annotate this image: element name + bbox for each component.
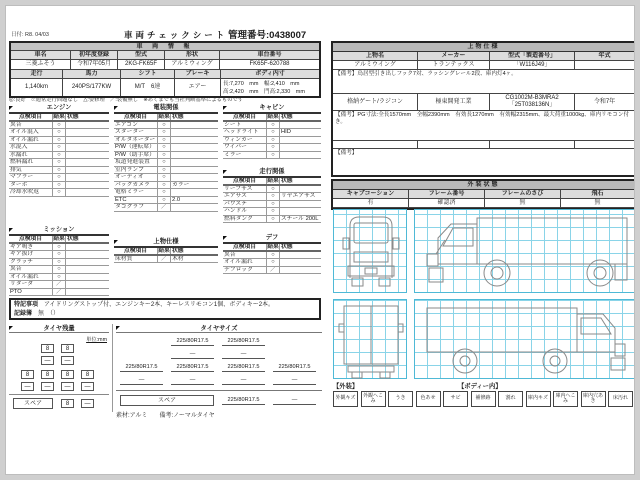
- section-flag-icon: [9, 326, 13, 330]
- body-model: 「W116J49」: [490, 61, 575, 69]
- inspection-row: シート ○: [223, 122, 321, 130]
- tire-depth-rear: 8: [81, 370, 94, 379]
- wheel-material: 素材:アルミ: [116, 413, 148, 419]
- special-notes-box: [9, 298, 321, 320]
- inspection-row: 室内ランプ ○: [114, 167, 218, 175]
- damage-legend-item: 床汚れ: [608, 391, 633, 407]
- body-shape: アルミウィング: [165, 60, 220, 69]
- section-title: 走行関係: [259, 168, 285, 175]
- inspection-row: ウィンカー ○: [223, 137, 321, 145]
- tire-size-value: [120, 337, 163, 346]
- inspection-row: ワイパー ○: [223, 144, 321, 152]
- tire-size-front-row: [116, 337, 322, 346]
- section-flag-icon: [223, 106, 227, 110]
- first-registration: 令和7年05月: [71, 60, 118, 69]
- model-code: 2KG-FK65F: [118, 60, 165, 69]
- vehicle-header-row-1: [11, 51, 319, 60]
- tire-size-pane: [116, 324, 322, 419]
- damage-legend-item: 補修跡: [471, 391, 496, 407]
- diff-section: [223, 234, 321, 274]
- frame-rust: 無: [485, 199, 561, 207]
- tire-size-value: [273, 337, 316, 346]
- inspection-row: 電格ミラー ○: [114, 189, 218, 197]
- tire-size-value: 225/80R17.5: [222, 337, 265, 346]
- section-title: デフ: [265, 234, 279, 241]
- damage-legend-item: 外観へこみ: [361, 391, 386, 407]
- driving-table: [223, 176, 321, 223]
- inspection-row: 水漏れ ○: [9, 152, 109, 160]
- inspection-row: バックカメラ ○ カラー: [114, 182, 218, 190]
- col-header: 年式: [598, 53, 611, 59]
- body-spec-row-2: [333, 94, 634, 111]
- vehicle-name: 三菱ふそう: [11, 60, 71, 69]
- inspection-row: 水混入 ○: [9, 144, 109, 152]
- body-spec-band: 上物仕様: [333, 43, 634, 52]
- section-title: 電装関係: [153, 104, 179, 111]
- vehicle-value-row-1: [11, 60, 319, 70]
- mission-table: [9, 234, 109, 296]
- body-interior-diagram-label: 【ボディー内】: [458, 383, 502, 390]
- inspection-row: ミラー ○: [223, 152, 321, 160]
- truck-rear-view-panel: [333, 299, 407, 379]
- section-title: エンジン: [46, 104, 72, 111]
- grade-legend: ◎:良好 ○:通常走行問題なし △:要修理 ／:装備無し ※あくまでも当社判断基準によるものです: [9, 97, 244, 103]
- inspection-row: 冷却水吹返 ○: [9, 189, 109, 197]
- inspection-row: タコグラフ ／: [114, 204, 218, 212]
- inspection-row: リーフサス ○: [223, 186, 321, 194]
- truck-rear-view-drawing: [334, 300, 408, 380]
- col-header: ブレーキ: [175, 70, 221, 78]
- tire-size-rear-row: [116, 363, 322, 372]
- body-spec-header-row: [333, 52, 634, 61]
- inspection-row: 異音 ○: [9, 122, 109, 130]
- exterior-header-row: [333, 190, 634, 199]
- spare-size-label: スペア: [120, 395, 214, 406]
- body-inner-dimensions: 長:7,270 mm 幅:2,410 mm 高:2,420 mm 門高:2,330 mm: [221, 79, 319, 96]
- col-header: 馬力: [63, 70, 121, 78]
- diff-table: [223, 242, 321, 274]
- col-header: 上物名: [333, 52, 418, 60]
- tire-size-title: タイヤサイズ: [200, 325, 238, 332]
- inspection-row: オイル混入 ○: [9, 129, 109, 137]
- chassis-number: FK65F-620788: [220, 60, 319, 69]
- damage-legend-item: 割れ: [498, 391, 523, 407]
- tire-depth-front-right: 8: [61, 344, 74, 353]
- section-flag-icon: [116, 326, 120, 330]
- cabin-table: [223, 112, 321, 159]
- tire-depth-dash: —: [21, 382, 34, 391]
- electrical-table: [114, 112, 218, 212]
- inspection-row: ETC ○ 2.0: [114, 197, 218, 205]
- spare-tire-dash: —: [81, 399, 94, 408]
- vehicle-header-row-2: [11, 70, 319, 79]
- inspection-row: オイル漏れ ○: [223, 259, 321, 267]
- damage-legend-item: 庫内キズ: [526, 391, 551, 407]
- tire-size-value: 225/80R17.5: [171, 363, 214, 372]
- inspection-row: オイル漏れ ○: [9, 274, 109, 282]
- vehicle-value-row-2: [11, 79, 319, 96]
- divider: [116, 390, 322, 391]
- tire-size-value: 225/80R17.5: [171, 337, 214, 346]
- inspection-row: ハンドル ○: [223, 208, 321, 216]
- inspection-row: リターダ ／: [9, 281, 109, 289]
- truck-right-side-panel: [414, 299, 635, 379]
- inspection-row: デフロック ／: [223, 267, 321, 275]
- record-book-label: 記録簿: [14, 311, 33, 317]
- inspection-row: オイル漏れ ○: [9, 137, 109, 145]
- body-name: アルミウイング: [333, 61, 418, 69]
- inspection-row: スターター ○: [114, 129, 218, 137]
- tire-size-value: —: [222, 350, 265, 359]
- damage-legend-item: サビ: [443, 391, 468, 407]
- engine-table: [9, 112, 109, 197]
- section-title: 上物仕様: [153, 238, 179, 245]
- col-header: 型式「製造番号」: [490, 52, 575, 60]
- col-header: 型式: [118, 51, 165, 59]
- damage-legend-item: 外観キズ: [333, 391, 358, 407]
- tire-size-value: 225/80R17.5: [273, 363, 316, 372]
- exterior-status-band: 外装状態: [333, 181, 634, 190]
- brake: エアー: [175, 79, 221, 96]
- damage-legend-item: うき: [388, 391, 413, 407]
- control-number: 管理番号:0438007: [228, 30, 307, 41]
- inspection-row: PTO ／: [9, 289, 109, 297]
- body-spec-table: [331, 41, 635, 177]
- engine-section: [9, 104, 109, 197]
- table-header: 点検項目 結果 状態: [9, 236, 109, 244]
- tire-size-value: —: [171, 350, 214, 359]
- tire-material-line: [116, 410, 322, 419]
- horsepower: 240PS/177KW: [63, 79, 121, 96]
- col-header: 車台番号: [257, 52, 282, 58]
- body-spec-row-1: [333, 61, 634, 70]
- section-flag-icon: [114, 106, 118, 110]
- vehicle-info-band: 車 両 情 報: [11, 43, 319, 51]
- inspection-row: オーディオ ○: [114, 174, 218, 182]
- unit-label: 単位:mm: [86, 337, 107, 343]
- section-title: ミッション: [43, 226, 75, 233]
- spare-tire-depth: 8: [61, 399, 74, 408]
- inspection-row: パワステ ○: [223, 201, 321, 209]
- inspection-row: 排気 ○: [9, 167, 109, 175]
- tire-size-value: —: [222, 376, 265, 385]
- divider: [112, 324, 113, 412]
- inspection-row: 燃料タンク ○ スチール 200L: [223, 216, 321, 224]
- damage-legend-item: 庫内へこみ: [553, 391, 578, 407]
- tire-depth-dash: —: [41, 356, 54, 365]
- gate-year: 令和7年: [593, 99, 616, 105]
- truck-front-view-panel: [333, 209, 407, 293]
- notes-label: 特記事項: [14, 302, 39, 308]
- tire-size-value: —: [171, 376, 214, 385]
- body-maker: トランテックス: [418, 61, 490, 69]
- damage-legend-item: 色あせ: [416, 391, 441, 407]
- tire-depth-rear: 8: [21, 370, 34, 379]
- tire-size-value: —: [120, 376, 163, 385]
- body-spec-remark-3: 【備考】: [335, 150, 358, 156]
- section-title: キャビン: [259, 104, 285, 111]
- tire-depth-dash: —: [81, 382, 94, 391]
- inspection-row: 異音 ○: [223, 252, 321, 260]
- body-spec-remark-2: 【備考】PG寸法:全長1570mm 全幅2390mm 有効長1270mm 有効幅2315mm、最大荷重1000kg、庫内リモコン付き。: [333, 111, 634, 141]
- tire-note: 備考:ノーマルタイヤ: [159, 413, 215, 419]
- tire-size-value: 225/80R17.5: [222, 363, 265, 372]
- mileage: 1,140km: [11, 79, 63, 96]
- divider: [9, 394, 109, 395]
- truck-left-side-drawing: [415, 210, 635, 294]
- tire-size-spare-row: [116, 395, 322, 406]
- table-header: 点検項目 結果 状態: [114, 248, 218, 256]
- exterior-diagram-label: 【外装】: [333, 383, 359, 390]
- col-header: 飛石: [591, 191, 604, 197]
- check-sheet-page: [5, 5, 635, 475]
- body-spec-mid-section: [114, 238, 218, 263]
- gate-model: CG1002M-B3MRA2 「25T038136N」: [490, 94, 575, 110]
- truck-front-view-drawing: [334, 210, 408, 294]
- table-header: 点検項目 結果 状態: [114, 114, 218, 122]
- electrical-section: [114, 104, 218, 212]
- inspection-row: 燃料漏れ ○: [9, 159, 109, 167]
- truck-left-side-panel: [414, 209, 635, 293]
- tire-depth-dash: —: [41, 382, 54, 391]
- col-header: シフト: [121, 70, 175, 78]
- col-header: ボディ内寸: [255, 71, 285, 77]
- body-spec-row-3: [333, 141, 634, 149]
- truck-right-side-drawing: [415, 300, 635, 380]
- section-flag-icon: [223, 236, 227, 240]
- cab-caution: 有: [333, 199, 409, 207]
- stone-chips: 無: [594, 200, 601, 206]
- damage-legend-item: 庫内穴あき: [581, 391, 606, 407]
- mission-section: [9, 226, 109, 296]
- page-title: 車両チェックシート: [124, 30, 228, 40]
- tire-remaining-pane: [9, 324, 109, 412]
- col-header: メーカー: [418, 52, 490, 60]
- inspection-row: マフラー ○: [9, 174, 109, 182]
- shift: M/T 6速: [121, 79, 175, 96]
- inspection-row: ギア抜け ○: [9, 251, 109, 259]
- cabin-section: [223, 104, 321, 159]
- table-header: 点検項目 結果 状態: [223, 178, 321, 186]
- tire-size-value: [273, 350, 316, 359]
- inspection-row: エアコン ○: [114, 122, 218, 130]
- inspection-row: ヘッドライト ○ HID: [223, 129, 321, 137]
- inspection-row: エアサス ○ リヤエアサス: [223, 193, 321, 201]
- sheet-date: 日付: R8. 04/03: [11, 32, 49, 38]
- tire-depth-dash: —: [61, 356, 74, 365]
- inspection-row: 異音 ○: [9, 266, 109, 274]
- spare-tire-size-dash: —: [273, 396, 316, 405]
- section-flag-icon: [114, 240, 118, 244]
- tire-size-value: 225/80R17.5: [120, 363, 163, 372]
- tire-depth-rear: 8: [41, 370, 54, 379]
- col-header: フレームのさび: [485, 190, 561, 198]
- inspection-row: P/W（助手席） ○: [114, 152, 218, 160]
- table-header: 点検項目 結果 状態: [223, 244, 321, 252]
- inspection-row: ターボ ○: [9, 182, 109, 190]
- inspection-row: 坂道発進装置 ○: [114, 159, 218, 167]
- col-header: 初年度登録: [71, 51, 118, 59]
- tire-remaining-title: タイヤ残量: [43, 325, 75, 332]
- notes-text: アイドリングストップ付、エンジンキー2本、キーレスリモコン1個、ボディキー2本。: [44, 302, 275, 308]
- spare-tire-label: スペア: [13, 398, 53, 409]
- body-spec-remark-1: 【備考】鳥居型引き出しフック7対、ラッシングレール2段、庫内灯4ヶ。: [333, 70, 634, 94]
- tire-size-front-dash-row: [116, 350, 322, 359]
- col-header: フレーム番号: [409, 190, 485, 198]
- section-flag-icon: [9, 228, 13, 232]
- inspection-row: ギア鳴き ○: [9, 244, 109, 252]
- gate-maker: 極東開発工業: [418, 94, 490, 110]
- table-header: 点検項目 結果 状態: [9, 114, 109, 122]
- damage-legend-row: [333, 391, 635, 407]
- col-header: 形状: [165, 51, 220, 59]
- col-header: キャブコーション: [333, 190, 409, 198]
- tire-size-value: [120, 350, 163, 359]
- inspection-row: P/W（運転席） ○: [114, 144, 218, 152]
- inspection-row: クラッチ ○: [9, 259, 109, 267]
- body-year: [575, 61, 634, 69]
- exterior-status-table: [331, 179, 635, 210]
- exterior-value-row: [333, 199, 634, 208]
- driving-section: [223, 168, 321, 223]
- tire-depth-rear: 8: [61, 370, 74, 379]
- tire-size-rear-dash-row: [116, 376, 322, 385]
- tire-size-value: —: [273, 376, 316, 385]
- inspection-row: オルタネーター ○: [114, 137, 218, 145]
- vehicle-info-table: [9, 41, 321, 98]
- section-flag-icon: [9, 106, 13, 110]
- tire-depth-front-left: 8: [41, 344, 54, 353]
- section-flag-icon: [223, 170, 227, 174]
- frame-number-check: 確認済: [409, 199, 485, 207]
- col-header: 車名: [11, 51, 71, 59]
- table-header: 点検項目 結果 状態: [223, 114, 321, 122]
- inspection-row: 床材質 ／ 木材: [114, 256, 218, 264]
- tire-depth-dash: —: [61, 382, 74, 391]
- record-book-value: 無 （）: [38, 311, 60, 317]
- gate-name: 格納ゲート/ラジコン: [333, 94, 418, 110]
- spare-tire-size: 225/80R17.5: [222, 396, 265, 405]
- body-spec-mid-table: [114, 246, 218, 263]
- col-header: 走行: [11, 70, 63, 78]
